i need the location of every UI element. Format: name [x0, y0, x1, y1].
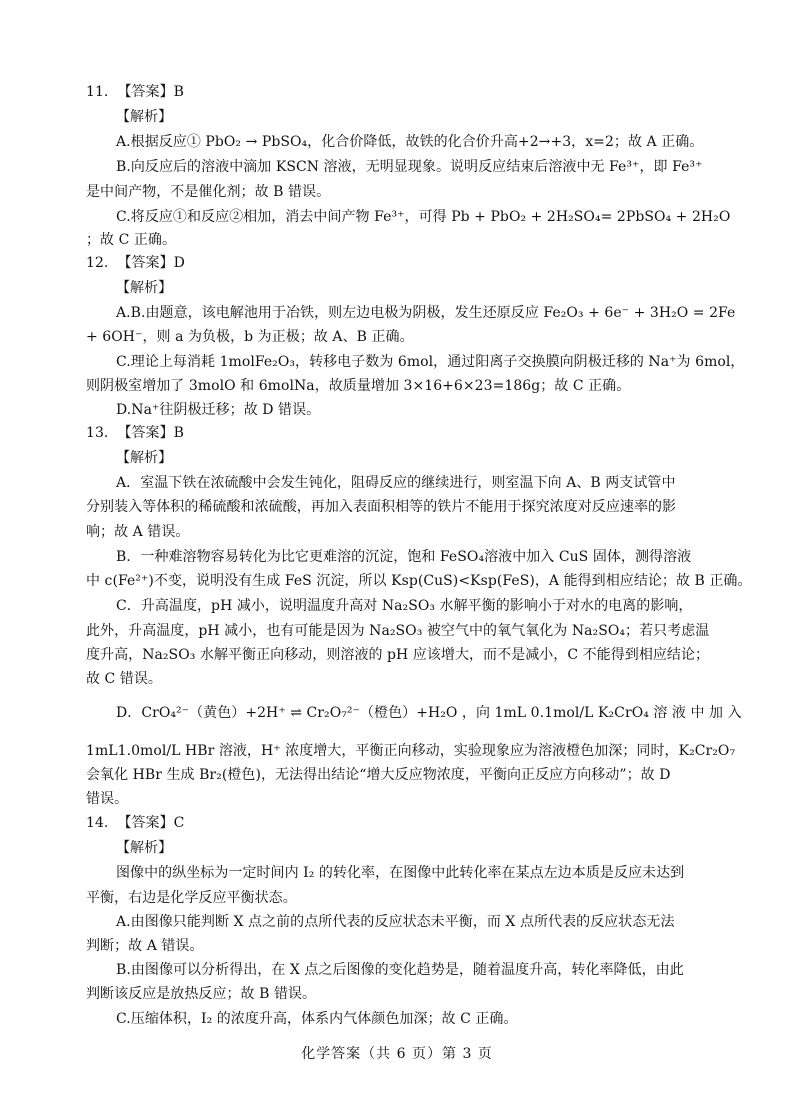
q13-line-5: 中 c(Fe²⁺)不变，说明没有生成 FeS 沉淀，所以 Ksp(CuS)<Ksp(FeS)，A 能得到相应结论；故 B 正确。	[86, 573, 752, 589]
q14-analysis-label: 【解析】	[116, 840, 173, 856]
q13-line-4: B．一种难溶物容易转化为比它更难溶的沉淀，饱和 FeSO₄溶液中加入 CuS 固体，测得溶液	[116, 549, 692, 565]
q11-header: 11. 【答案】B	[86, 84, 184, 100]
q14-line-6: 判断该反应是放热反应；故 B 错误。	[86, 986, 317, 1002]
q13-header: 13. 【答案】B	[86, 425, 184, 441]
q13-line-6: C．升高温度，pH 减小，说明温度升高对 Na₂SO₃ 水解平衡的影响小于对水的电离的影响，	[116, 598, 693, 614]
q13-line-8: 度升高，Na₂SO₃ 水解平衡正向移动，则溶液的 pH 应该增大，而不是减小，C 不能得到相应结论；	[86, 647, 710, 663]
q13-analysis-label: 【解析】	[116, 450, 173, 466]
q11-line-1: A.根据反应① PbO₂ → PbSO₄，化合价降低，故铁的化合价升高+2→+3，x=2；故 A 正确。	[116, 134, 704, 150]
q12-analysis-label: 【解析】	[116, 280, 173, 296]
q12-line-4: 则阴极室增加了 3molO 和 6molNa，故质量增加 3×16+6×23=186g；故 C 正确。	[86, 378, 631, 394]
q11-analysis-label: 【解析】	[116, 109, 173, 125]
q12-line-3: C.理论上每消耗 1molFe₂O₃，转移电子数为 6mol，通过阳离子交换膜向阴极迁移的 Na⁺为 6mol，	[116, 354, 745, 370]
q14-header: 14. 【答案】C	[86, 815, 185, 831]
q13-line-12: 会氧化 HBr 生成 Br₂(橙色)，无法得出结论“增大反应物浓度，平衡向正反应方向移动”；故 D	[86, 767, 671, 783]
q13-line-3: 响；故 A 错误。	[86, 524, 190, 540]
q13-line-10: D．CrO₄²⁻（黄色）+2H⁺ ⇌ Cr₂O₇²⁻（橙色）+H₂O ，向 1mL 0.1mol/L K₂CrO₄ 溶 液 中 加 入	[116, 705, 742, 721]
q14-line-2: 平衡，右边是化学反应平衡状态。	[86, 890, 297, 906]
q13-line-1: A．室温下铁在浓硫酸中会发生钝化，阻碍反应的继续进行，则室温下向 A、B 两支试管中	[116, 475, 676, 491]
q14-line-1: 图像中的纵坐标为一定时间内 I₂ 的转化率，在图像中此转化率在某点左边本质是反应未达到	[116, 865, 685, 881]
q14-line-7: C.压缩体积，I₂ 的浓度升高，体系内气体颜色加深；故 C 正确。	[116, 1011, 518, 1027]
q11-line-4: C.将反应①和反应②相加，消去中间产物 Fe³⁺，可得 Pb + PbO₂ + 2H₂SO₄= 2PbSO₄ + 2H₂O	[116, 209, 731, 225]
q11-line-2: B.向反应后的溶液中滴加 KSCN 溶液，无明显现象。说明反应结束后溶液中无 Fe³⁺，即 Fe³⁺	[116, 159, 703, 175]
q14-line-3: A.由图像只能判断 X 点之前的点所代表的反应状态未平衡，而 X 点所代表的反应状态无法	[116, 914, 675, 930]
q13-line-2: 分别装入等体积的稀硫酸和浓硫酸，再加入表面积相等的铁片不能用于探究浓度对反应速率的影	[86, 499, 677, 515]
q13-line-9: 故 C 错误。	[86, 671, 162, 687]
page-footer: 化学答案（共 6 页）第 3 页	[301, 1046, 493, 1062]
q13-line-7: 此外，升高温度，pH 减小，也有可能是因为 Na₂SO₃ 被空气中的氧气氧化为 Na₂SO₄；若只考虑温	[86, 623, 710, 639]
q12-line-1: A.B.由题意，该电解池用于冶铁，则左边电极为阴极，发生还原反应 Fe₂O₃ + 6e⁻ + 3H₂O = 2Fe	[116, 305, 736, 321]
q11-line-3: 是中间产物，不是催化剂；故 B 错误。	[86, 184, 331, 200]
q12-header: 12. 【答案】D	[86, 255, 185, 271]
q14-line-5: B.由图像可以分析得出，在 X 点之后图像的变化趋势是，随着温度升高，转化率降低，由此	[116, 962, 684, 978]
q14-line-4: 判断；故 A 错误。	[86, 938, 204, 954]
q11-line-5: ；故 C 正确。	[86, 232, 177, 248]
q13-line-11: 1mL1.0mol/L HBr 溶液，H⁺ 浓度增大，平衡正向移动，实验现象应为溶液橙色加深；同时，K₂Cr₂O₇	[86, 743, 736, 759]
q12-line-5: D.Na⁺往阴极迁移；故 D 错误。	[116, 402, 321, 418]
q13-line-13: 错误。	[86, 791, 129, 807]
q12-line-2: + 6OH⁻，则 a 为负极，b 为正极；故 A、B 正确。	[86, 329, 414, 345]
